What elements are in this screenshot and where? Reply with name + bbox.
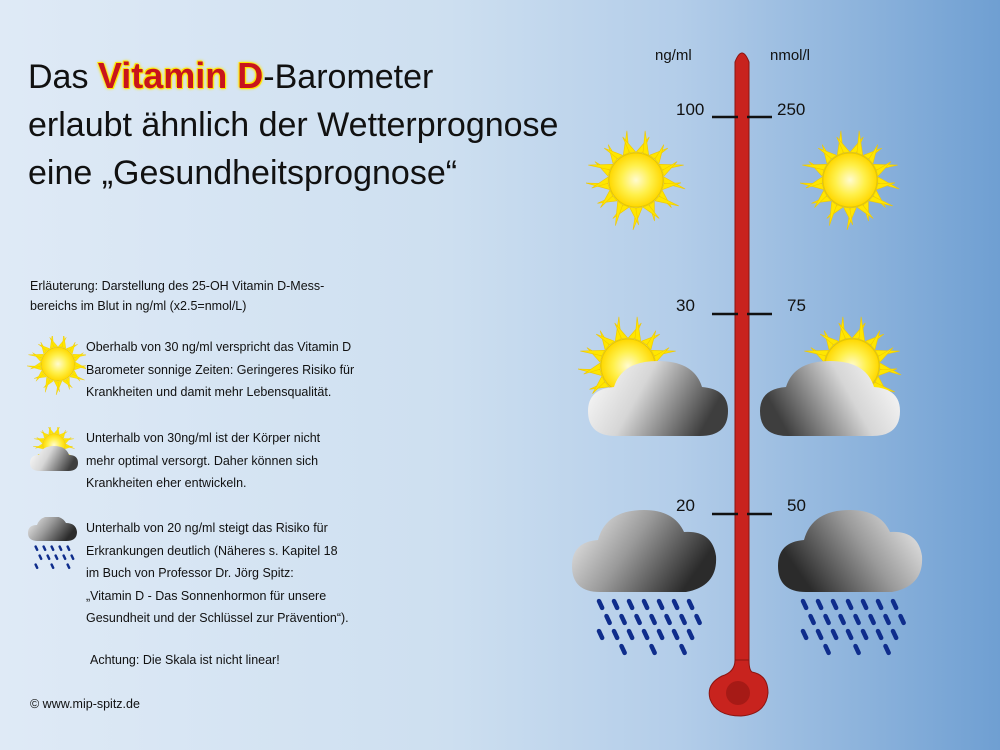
rain-drop [626, 598, 635, 611]
rain-drop [641, 628, 650, 641]
rain-drop [656, 628, 665, 641]
legend-line: Krankheiten und damit mehr Lebensqualität. [86, 385, 332, 399]
thermometer [709, 53, 768, 716]
rain-drop [853, 643, 862, 656]
headline-line2: erlaubt ähnlich der Wetterprognose [28, 106, 559, 144]
rain-drop [619, 643, 628, 656]
sun-icon [586, 131, 685, 230]
rain-drop [875, 598, 884, 611]
rain-drop [70, 554, 75, 560]
rain-drop [868, 613, 877, 626]
sun-cloud-icon [578, 317, 728, 436]
legend-line: mehr optimal versorgt. Daher können sich [86, 453, 319, 468]
headline-line3: eine „Gesundheitsprognose“ [28, 154, 458, 192]
rain-drop [58, 545, 63, 551]
explanation [30, 276, 360, 316]
rain-drop [42, 545, 47, 551]
rain-drop [830, 598, 839, 611]
rain-drop [611, 628, 620, 641]
rain-drop [596, 628, 605, 641]
rain-cloud-icon [24, 517, 86, 577]
rain-drop [853, 613, 862, 626]
rain-drop [34, 563, 39, 569]
rain-drop [860, 628, 869, 641]
rain-drop [664, 613, 673, 626]
rain-drop [694, 613, 703, 626]
scale-note: Achtung: Die Skala ist nicht linear! [90, 653, 280, 667]
unit-right: nmol/l [770, 47, 811, 64]
rain-drop [883, 643, 892, 656]
rain-drop [898, 613, 907, 626]
copyright: © www.mip-spitz.de [30, 697, 140, 711]
rain-drop [596, 598, 605, 611]
rain-drop [890, 628, 899, 641]
thermometer-tube [735, 53, 749, 664]
rain-drop [808, 613, 817, 626]
rain-drop [649, 643, 658, 656]
headline-highlight: Vitamin D [97, 55, 264, 96]
legend-item-sun [24, 336, 426, 404]
sun-cloud-icon [760, 317, 901, 436]
legend-text [86, 427, 426, 495]
legend-text [86, 517, 426, 630]
rain-cloud-icon [572, 510, 716, 656]
rain-drop [686, 598, 695, 611]
rain-drop [679, 643, 688, 656]
rain-drop [800, 628, 809, 641]
rain-drop [66, 545, 71, 551]
explanation-line: Erläuterung: Darstellung des 25-OH Vitamin D-Mess- [30, 279, 325, 293]
rain-drop [679, 613, 688, 626]
sun-icon [800, 131, 899, 230]
rain-drop [686, 628, 695, 641]
tick-value-left: 20 [676, 496, 695, 515]
rain-drop [66, 563, 71, 569]
legend-text [86, 336, 426, 404]
legend-line: Gesundheit und der Schlüssel zur Prävention“). [86, 611, 349, 625]
legend-line: Barometer sonnige Zeiten: Geringeres Risiko für [86, 362, 355, 377]
legend-item-sun-cloud [24, 427, 426, 495]
legend-line: Oberhalb von 30 ng/ml verspricht das Vitamin D [86, 340, 352, 354]
rain-drop [875, 628, 884, 641]
tick-value-left: 100 [676, 100, 705, 119]
rain-drop [641, 598, 650, 611]
rain-drop [50, 563, 55, 569]
rain-drop [604, 613, 613, 626]
sun-icon [24, 336, 86, 396]
rain-drop [34, 545, 39, 551]
rain-drop [671, 598, 680, 611]
rain-drop [823, 643, 832, 656]
rain-drop [634, 613, 643, 626]
rain-drop [611, 598, 620, 611]
rain-cloud-icon [778, 510, 922, 656]
rain-drop [830, 628, 839, 641]
headline [28, 52, 558, 197]
rain-drop [656, 598, 665, 611]
rain-drop [619, 613, 628, 626]
rain-drop [890, 598, 899, 611]
headline-prefix: Das [28, 58, 98, 96]
rain-drop [845, 598, 854, 611]
rain-drop [649, 613, 658, 626]
rain-drop [62, 554, 67, 560]
rain-drop [845, 628, 854, 641]
tick-value-left: 30 [676, 296, 695, 315]
legend-line: Unterhalb von 30ng/ml ist der Körper nicht [86, 431, 321, 445]
tick-value-right: 250 [777, 100, 806, 119]
rain-drop [46, 554, 51, 560]
rain-drop [860, 598, 869, 611]
headline-suffix: -Barometer [263, 58, 434, 96]
legend-line: Krankheiten eher entwickeln. [86, 476, 247, 490]
rain-drop [838, 613, 847, 626]
rain-drop [626, 628, 635, 641]
explanation-line: bereichs im Blut in ng/ml (x2.5=nmol/L) [30, 299, 247, 313]
legend-line: im Buch von Professor Dr. Jörg Spitz: [86, 566, 294, 580]
rain-drop [38, 554, 43, 560]
sun-cloud-icon [24, 427, 86, 487]
legend-item-rain [24, 517, 426, 630]
tick-value-right: 50 [787, 496, 806, 515]
rain-drop [883, 613, 892, 626]
legend-line: „Vitamin D - Das Sonnenhormon für unsere [86, 588, 327, 603]
legend-line: Erkrankungen deutlich (Näheres s. Kapitel 18 [86, 543, 338, 558]
rain-drop [823, 613, 832, 626]
rain-drop [800, 598, 809, 611]
bulb-shade [726, 681, 750, 705]
rain-drop [815, 598, 824, 611]
rain-drop [671, 628, 680, 641]
rain-drop [50, 545, 55, 551]
rain-drop [54, 554, 59, 560]
legend-line: Unterhalb von 20 ng/ml steigt das Risiko für [86, 521, 328, 535]
tick-value-right: 75 [787, 296, 806, 315]
unit-left: ng/ml [655, 47, 692, 64]
headline-line1 [28, 52, 558, 101]
rain-drop [815, 628, 824, 641]
